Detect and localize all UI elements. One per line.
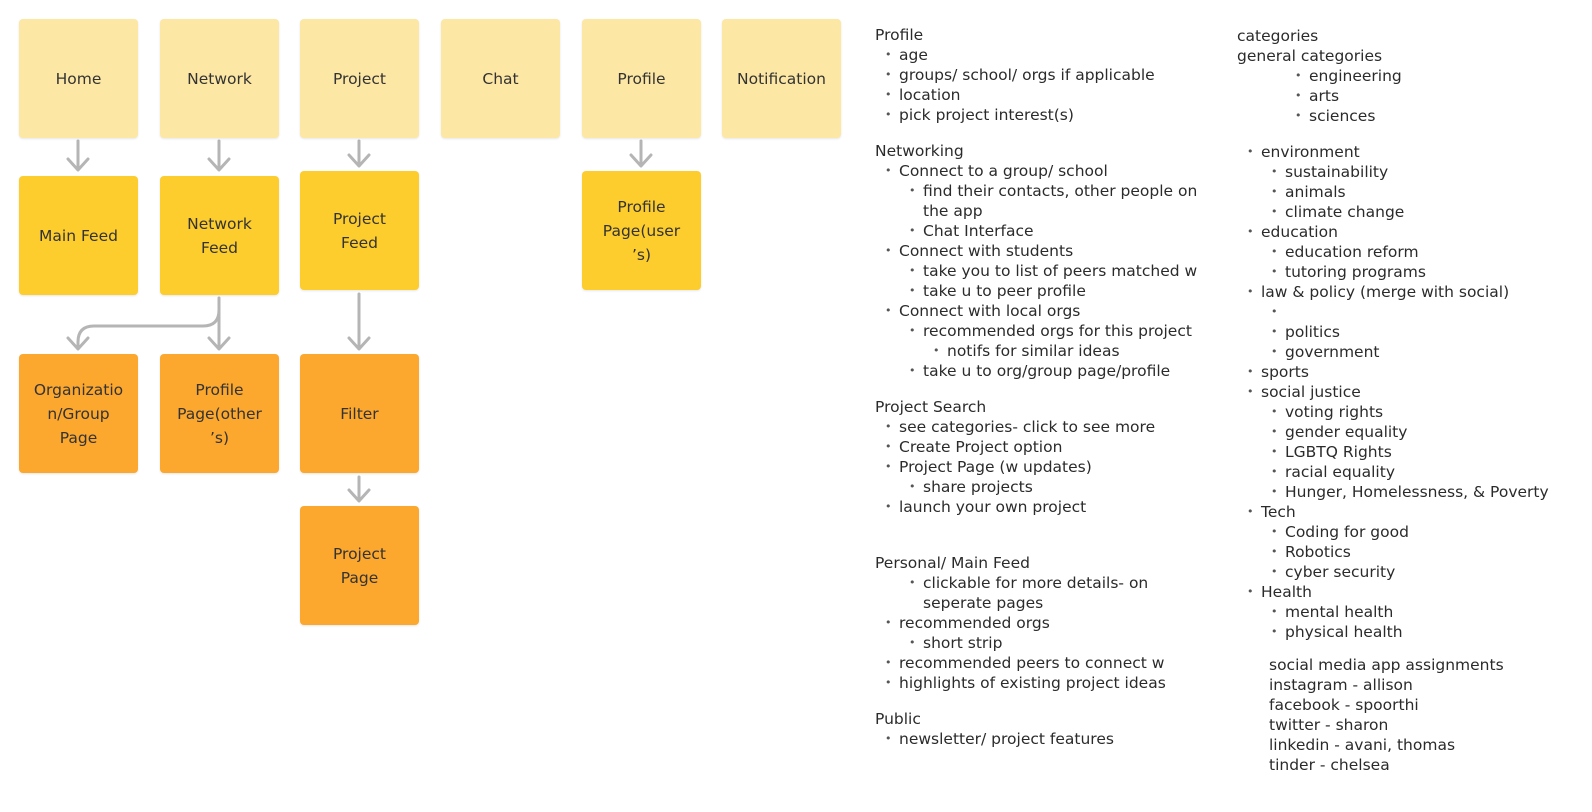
list-item: • short strip [875,633,1220,653]
categories-title: categories [1237,27,1319,45]
assignment-item: linkedin - avani, thomas [1269,736,1456,754]
list-item: • physical health [1237,622,1587,642]
node-profile-page-other: Profile Page(other ’s) [160,354,279,473]
list-item: • Hunger, Homelessness, & Poverty [1237,482,1587,502]
category-tech: • Tech [1237,502,1587,522]
category-environment: • environment [1237,142,1587,162]
list-item: • engineering [1237,66,1587,86]
list-item: • mental health [1237,602,1587,622]
list-item: • find their contacts, other people on [875,181,1220,201]
list-item: • share projects [875,477,1220,497]
list-item: • Connect to a group/ school [875,161,1220,181]
node-profile-page-user: Profile Page(user ’s) [582,171,701,290]
section-heading-project-search: Project Search [875,398,987,416]
assignments-title: social media app assignments [1269,656,1504,674]
category-social-justice: • social justice [1237,382,1587,402]
list-item: • highlights of existing project ideas [875,673,1220,693]
list-item: • politics [1237,322,1587,342]
category-law-policy: • law & policy (merge with social) [1237,282,1587,302]
section-heading-networking: Networking [875,142,964,160]
arrow-networkfeed-orgpage [78,300,219,348]
list-item: • recommended orgs [875,613,1220,633]
list-item: • climate change [1237,202,1587,222]
node-network-feed: Network Feed [160,176,279,295]
list-item: • government [1237,342,1587,362]
list-item: • groups/ school/ orgs if applicable [875,65,1220,85]
category-education: • education [1237,222,1587,242]
list-item-continued: the app [923,202,983,220]
list-item: • clickable for more details- on [875,573,1220,593]
section-heading-personal-feed: Personal/ Main Feed [875,554,1030,572]
notes-left [875,25,1220,749]
notes-right [1237,26,1587,775]
list-item: • sustainability [1237,162,1587,182]
assignment-item: tinder - chelsea [1269,756,1390,774]
list-item: • cyber security [1237,562,1587,582]
list-item: • take u to org/group page/profile [875,361,1220,381]
node-main-feed: Main Feed [19,176,138,295]
list-item: • Project Page (w updates) [875,457,1220,477]
general-categories-title: general categories [1237,47,1383,65]
list-item: • see categories- click to see more [875,417,1220,437]
list-item: • education reform [1237,242,1587,262]
list-item: • launch your own project [875,497,1220,517]
node-org-group-page: Organizatio n/Group Page [19,354,138,473]
list-item [1237,302,1587,322]
node-filter: Filter [300,354,419,473]
node-profile: Profile [582,19,701,138]
list-item: • Robotics [1237,542,1587,562]
list-item: • Connect with local orgs [875,301,1220,321]
node-home: Home [19,19,138,138]
list-item: • age [875,45,1220,65]
list-item: • tutoring programs [1237,262,1587,282]
node-network: Network [160,19,279,138]
list-item: • racial equality [1237,462,1587,482]
assignment-item: facebook - spoorthi [1269,696,1419,714]
list-item: • Create Project option [875,437,1220,457]
category-sports: • sports [1237,362,1587,382]
list-item: • take u to peer profile [875,281,1220,301]
node-notification: Notification [722,19,841,138]
list-item: • arts [1237,86,1587,106]
section-heading-public: Public [875,710,921,728]
node-project-feed: Project Feed [300,171,419,290]
list-item: • Chat Interface [875,221,1220,241]
list-item: • voting rights [1237,402,1587,422]
node-project-page: Project Page [300,506,419,625]
list-item: • pick project interest(s) [875,105,1220,125]
list-item: • recommended peers to connect w [875,653,1220,673]
node-project: Project [300,19,419,138]
list-item-continued: seperate pages [923,594,1044,612]
category-health: • Health [1237,582,1587,602]
list-item: • notifs for similar ideas [875,341,1220,361]
section-heading-profile: Profile [875,26,924,44]
list-item: • newsletter/ project features [875,729,1220,749]
assignment-item: instagram - allison [1269,676,1413,694]
list-item: • Coding for good [1237,522,1587,542]
node-chat: Chat [441,19,560,138]
list-item: • animals [1237,182,1587,202]
list-item: • gender equality [1237,422,1587,442]
assignment-item: twitter - sharon [1269,716,1389,734]
list-item: • take you to list of peers matched w [875,261,1220,281]
list-item: • recommended orgs for this project [875,321,1220,341]
list-item: • sciences [1237,106,1587,126]
list-item: • Connect with students [875,241,1220,261]
list-item: • LGBTQ Rights [1237,442,1587,462]
list-item: • location [875,85,1220,105]
